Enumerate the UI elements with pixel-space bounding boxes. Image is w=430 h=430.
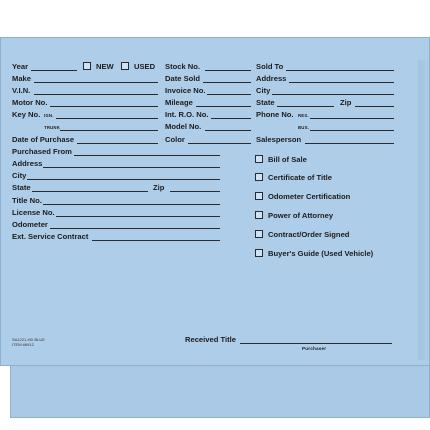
motor-no-line[interactable] <box>50 106 158 107</box>
state-line[interactable] <box>32 191 148 192</box>
bill-of-sale-label: Bill of Sale <box>268 155 307 164</box>
buyer-state-line[interactable] <box>277 106 334 107</box>
purchased-from-label: Purchased From <box>12 147 72 156</box>
title-no-label: Title No. <box>12 196 42 205</box>
model-no-label: Model No. <box>165 122 202 131</box>
sold-to-label: Sold To <box>256 62 284 71</box>
key-no-label: Key No. <box>12 110 41 119</box>
buyer-zip-line[interactable] <box>355 106 394 107</box>
mileage-label: Mileage <box>165 98 193 107</box>
title-no-line[interactable] <box>43 204 220 205</box>
license-no-label: License No. <box>12 208 55 217</box>
odometer-certification-checkbox[interactable] <box>255 192 263 200</box>
received-title-line[interactable] <box>240 343 392 344</box>
new-checkbox[interactable] <box>83 62 91 70</box>
item-code-1: SA1221-HD BLUE <box>12 337 45 342</box>
date-of-purchase-label: Date of Purchase <box>12 135 75 144</box>
phone-res-line[interactable] <box>310 118 394 119</box>
address-label: Address <box>12 159 43 168</box>
key-trunk-label: TRUNK <box>44 125 61 130</box>
salesperson-label: Salesperson <box>256 135 302 144</box>
bill-of-sale-checkbox[interactable] <box>255 155 263 163</box>
key-ign-line[interactable] <box>56 118 158 119</box>
year-label: Year <box>12 62 29 71</box>
envelope-edge-shadow <box>418 60 430 360</box>
odometer-line[interactable] <box>50 228 220 229</box>
int-ro-no-line[interactable] <box>211 118 251 119</box>
stock-no-line[interactable] <box>205 70 251 71</box>
envelope-front <box>0 37 430 366</box>
contract-order-signed-checkbox[interactable] <box>255 230 263 238</box>
date-of-purchase-line[interactable] <box>77 143 158 144</box>
int-ro-no-label: Int. R.O. No. <box>165 110 209 119</box>
power-of-attorney-label: Power of Attorney <box>268 211 334 220</box>
key-trunk-line[interactable] <box>60 130 158 131</box>
buyer-address-line[interactable] <box>289 82 394 83</box>
year-line[interactable] <box>31 70 77 71</box>
phone-bus-line[interactable] <box>310 130 394 131</box>
key-ign-label: IGN. <box>44 113 54 118</box>
received-title-label: Received Title <box>185 335 236 344</box>
ext-service-contract-line[interactable] <box>92 240 220 241</box>
stock-no-label: Stock No. <box>165 62 201 71</box>
invoice-no-line[interactable] <box>207 94 251 95</box>
motor-no-label: Motor No. <box>12 98 48 107</box>
vin-label: V.I.N. <box>12 86 31 95</box>
date-sold-line[interactable] <box>203 82 251 83</box>
purchased-from-line[interactable] <box>74 155 220 156</box>
new-label: NEW <box>96 62 114 71</box>
city-label: City <box>12 171 27 180</box>
used-checkbox[interactable] <box>121 62 129 70</box>
zip-line[interactable] <box>170 191 220 192</box>
sold-to-line[interactable] <box>286 70 394 71</box>
buyers-guide-checkbox[interactable] <box>255 249 263 257</box>
ext-service-contract-label: Ext. Service Contract <box>12 232 89 241</box>
power-of-attorney-checkbox[interactable] <box>255 211 263 219</box>
mileage-line[interactable] <box>196 106 251 107</box>
buyer-city-line[interactable] <box>272 94 394 95</box>
used-label: USED <box>134 62 156 71</box>
color-label: Color <box>165 135 185 144</box>
buyer-address-label: Address <box>256 74 287 83</box>
phone-res-label: RES. <box>298 113 309 118</box>
contract-order-signed-label: Contract/Order Signed <box>268 230 350 239</box>
odometer-certification-label: Odometer Certification <box>268 192 351 201</box>
zip-label: Zip <box>153 183 165 192</box>
city-line[interactable] <box>27 179 220 180</box>
buyer-state-label: State <box>256 98 275 107</box>
make-line[interactable] <box>34 82 158 83</box>
vin-line[interactable] <box>34 94 158 95</box>
certificate-of-title-label: Certificate of Title <box>268 173 332 182</box>
make-label: Make <box>12 74 31 83</box>
buyer-city-label: City <box>256 86 271 95</box>
license-no-line[interactable] <box>56 216 220 217</box>
address-line[interactable] <box>43 167 220 168</box>
salesperson-line[interactable] <box>305 143 394 144</box>
color-line[interactable] <box>188 143 251 144</box>
invoice-no-label: Invoice No. <box>165 86 206 95</box>
phone-bus-label: BUS. <box>298 125 310 130</box>
state-label: State <box>12 183 31 192</box>
item-code-2: ITEM #6912 <box>12 342 34 347</box>
model-no-line[interactable] <box>205 130 251 131</box>
buyers-guide-label: Buyer's Guide (Used Vehicle) <box>268 249 374 258</box>
purchaser-label: Purchaser <box>302 346 327 351</box>
phone-no-label: Phone No. <box>256 110 294 119</box>
odometer-label: Odometer <box>12 220 48 229</box>
buyer-zip-label: Zip <box>340 98 352 107</box>
certificate-of-title-checkbox[interactable] <box>255 173 263 181</box>
date-sold-label: Date Sold <box>165 74 201 83</box>
